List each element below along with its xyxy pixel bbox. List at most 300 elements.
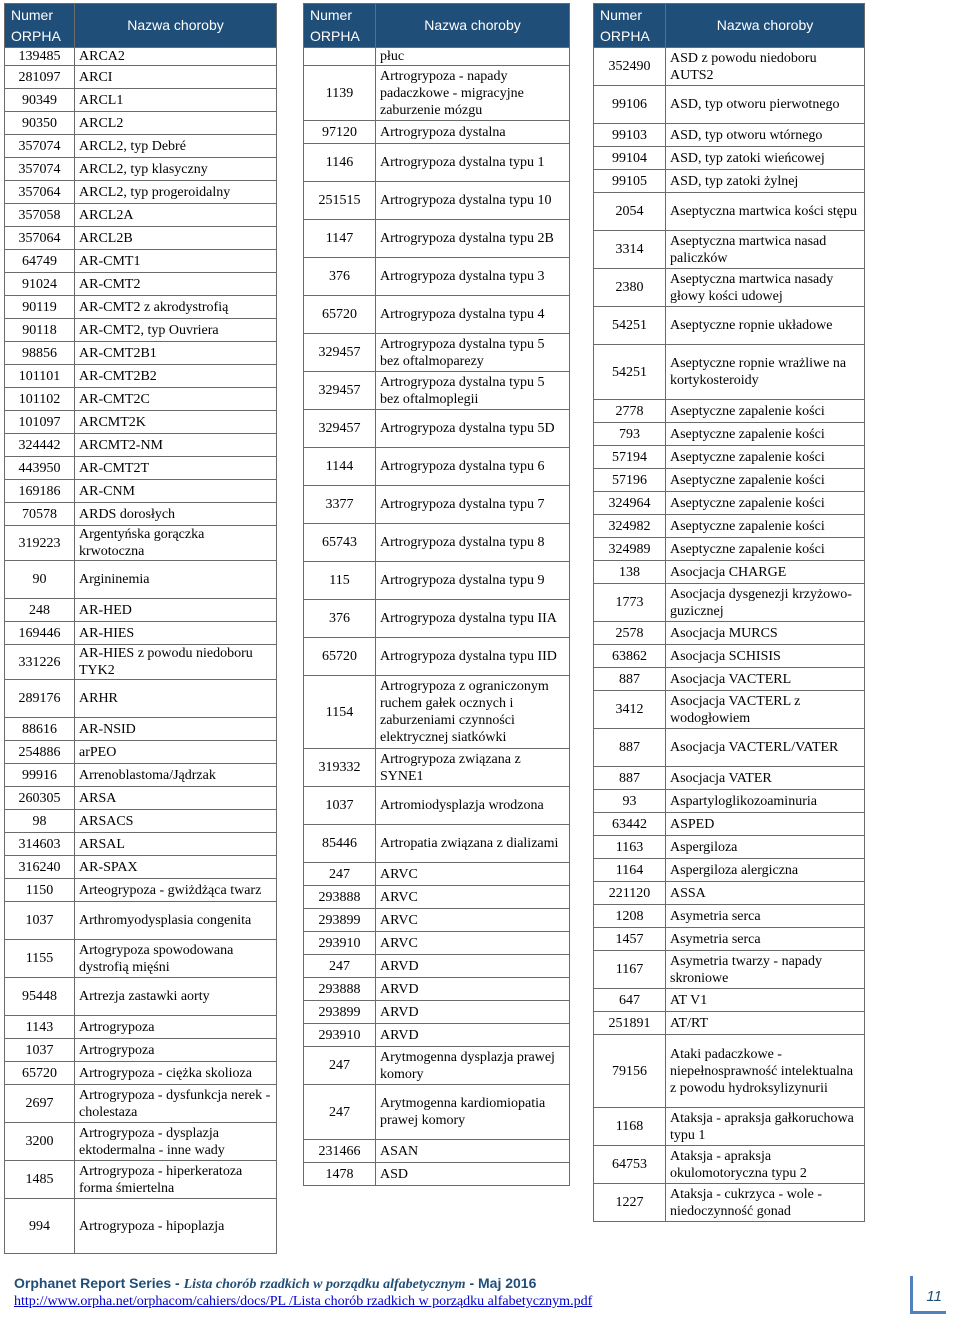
orpha-number: 1773 xyxy=(594,584,666,622)
table-row xyxy=(304,524,570,562)
disease-name: Asocjacja VACTERL/VATER xyxy=(666,729,865,767)
orpha-number: 293910 xyxy=(304,1024,376,1047)
disease-name: Artrogrypoza dystalna typu IID xyxy=(376,638,570,676)
disease-name: Artrogrypoza dystalna typu 2B xyxy=(376,220,570,258)
orpha-number: 251891 xyxy=(594,1012,666,1035)
disease-name: ARSACS xyxy=(75,810,277,833)
disease-name: ASD, typ zatoki wieńcowej xyxy=(666,147,865,170)
orpha-number: 329457 xyxy=(304,334,376,372)
disease-name: Artrogrypoza dystalna xyxy=(376,121,570,144)
orpha-number: 293910 xyxy=(304,932,376,955)
disease-name: Aseptyczne zapalenie kości xyxy=(666,446,865,469)
orpha-number: 293899 xyxy=(304,909,376,932)
disease-name: Artrogrypoza - napady padaczkowe - migracyjne zaburzenie mózgu xyxy=(376,66,570,121)
orpha-number: 289176 xyxy=(5,680,75,718)
disease-name: ARCL2, typ progeroidalny xyxy=(75,181,277,204)
orpha-number: 376 xyxy=(304,600,376,638)
table-row xyxy=(5,66,277,89)
table-row xyxy=(594,1146,865,1184)
orpha-number: 1155 xyxy=(5,940,75,978)
disease-name: AR-HIES z powodu niedoboru TYK2 xyxy=(75,645,277,680)
disease-name: Aseptyczne zapalenie kości xyxy=(666,423,865,446)
disease-name: Artromiodysplazja wrodzona xyxy=(376,787,570,825)
disease-name: Aseptyczna martwica nasady głowy kości udowej xyxy=(666,269,865,307)
disease-name: ARVD xyxy=(376,1001,570,1024)
table-row xyxy=(5,388,277,411)
table-row xyxy=(5,181,277,204)
orpha-number: 63862 xyxy=(594,645,666,668)
orpha-number: 169446 xyxy=(5,622,75,645)
orpha-number: 3314 xyxy=(594,231,666,269)
table-row xyxy=(5,89,277,112)
orpha-number: 357074 xyxy=(5,135,75,158)
orpha-number: 887 xyxy=(594,767,666,790)
table-row xyxy=(594,790,865,813)
disease-name: ARCL2, typ klasyczny xyxy=(75,158,277,181)
table-row xyxy=(5,250,277,273)
disease-name: Aseptyczna martwica nasad paliczków xyxy=(666,231,865,269)
table-row xyxy=(304,410,570,448)
orpha-number: 260305 xyxy=(5,787,75,810)
disease-name: płuc xyxy=(376,48,570,66)
disease-name: Arytmogenna dysplazja prawej komory xyxy=(376,1047,570,1085)
disease-name: Artrogrypoza - dysplazja ektodermalna - inne wady xyxy=(75,1123,277,1161)
disease-name: Asocjacja VACTERL z wodogłowiem xyxy=(666,691,865,729)
disease-name: Arthromyodysplasia congenita xyxy=(75,902,277,940)
disease-name: arPEO xyxy=(75,741,277,764)
disease-name: ARCL2B xyxy=(75,227,277,250)
disease-name: ARCL1 xyxy=(75,89,277,112)
table-row xyxy=(304,1024,570,1047)
table-row xyxy=(594,492,865,515)
table-row xyxy=(304,600,570,638)
table-row xyxy=(5,810,277,833)
table-row xyxy=(594,561,865,584)
orpha-number: 64749 xyxy=(5,250,75,273)
table-row xyxy=(594,951,865,989)
orpha-number: 65720 xyxy=(5,1062,75,1085)
orpha-number: 247 xyxy=(304,955,376,978)
orpha-number: 97120 xyxy=(304,121,376,144)
disease-name: ARCL2 xyxy=(75,112,277,135)
disease-name: ARCMT2K xyxy=(75,411,277,434)
table-row xyxy=(5,273,277,296)
table-row xyxy=(594,729,865,767)
disease-name: Ataksja - apraksja okulomotoryczna typu 2 xyxy=(666,1146,865,1184)
disease-name: ARSA xyxy=(75,787,277,810)
table-row xyxy=(5,204,277,227)
disease-name: AR-SPAX xyxy=(75,856,277,879)
orpha-number: 254886 xyxy=(5,741,75,764)
disease-name: ARVC xyxy=(376,886,570,909)
orpha-number: 357064 xyxy=(5,227,75,250)
disease-name: Artrogrypoza dystalna typu 4 xyxy=(376,296,570,334)
table-row xyxy=(594,645,865,668)
orpha-number: 247 xyxy=(304,863,376,886)
table-row xyxy=(594,231,865,269)
disease-name: Asocjacja VATER xyxy=(666,767,865,790)
disease-name: ARCMT2-NM xyxy=(75,434,277,457)
table-row xyxy=(5,856,277,879)
table-row xyxy=(5,599,277,622)
disease-name: ASD xyxy=(376,1163,570,1186)
orpha-number: 65720 xyxy=(304,638,376,676)
table-row xyxy=(304,486,570,524)
disease-name: ASAN xyxy=(376,1140,570,1163)
table-row xyxy=(594,691,865,729)
orpha-number: 1144 xyxy=(304,448,376,486)
orpha-number: 3377 xyxy=(304,486,376,524)
table-row xyxy=(5,112,277,135)
orpha-number: 352490 xyxy=(594,48,666,86)
table-row xyxy=(304,955,570,978)
orpha-number: 99104 xyxy=(594,147,666,170)
disease-name: Aseptyczne zapalenie kości xyxy=(666,538,865,561)
table-row xyxy=(304,825,570,863)
table-row xyxy=(304,258,570,296)
disease-name: ASD z powodu niedoboru AUTS2 xyxy=(666,48,865,86)
orpha-number: 65720 xyxy=(304,296,376,334)
disease-name: ARHR xyxy=(75,680,277,718)
table-row xyxy=(304,1085,570,1140)
orpha-number: 329457 xyxy=(304,410,376,448)
disease-name: ARVC xyxy=(376,863,570,886)
table-row xyxy=(5,227,277,250)
disease-name: Aseptyczne zapalenie kości xyxy=(666,515,865,538)
table-row xyxy=(594,1012,865,1035)
table-row xyxy=(5,879,277,902)
disease-name: Artrogrypoza dystalna typu IIA xyxy=(376,600,570,638)
orpha-number: 319223 xyxy=(5,526,75,561)
disease-name: ASD, typ otworu pierwotnego xyxy=(666,86,865,124)
orpha-number: 79156 xyxy=(594,1035,666,1108)
disease-name: Ataki padaczkowe - niepełnosprawność intelektualna z powodu hydroksylizynurii xyxy=(666,1035,865,1108)
orpha-number: 314603 xyxy=(5,833,75,856)
disease-name: Artropatia związana z dializami xyxy=(376,825,570,863)
orpha-number: 887 xyxy=(594,668,666,691)
orpha-number: 2778 xyxy=(594,400,666,423)
disease-name: ARCL2A xyxy=(75,204,277,227)
table-row xyxy=(304,1001,570,1024)
disease-name: AR-CMT2B1 xyxy=(75,342,277,365)
disease-name: Artrogrypoza dystalna typu 10 xyxy=(376,182,570,220)
table-row xyxy=(5,1016,277,1039)
orpha-number: 98 xyxy=(5,810,75,833)
orpha-number: 101102 xyxy=(5,388,75,411)
table-row xyxy=(5,833,277,856)
table-row xyxy=(5,622,277,645)
table-row xyxy=(594,905,865,928)
orpha-number: 376 xyxy=(304,258,376,296)
disease-name: Ataksja - apraksja gałkoruchowa typu 1 xyxy=(666,1108,865,1146)
table-row xyxy=(594,86,865,124)
table-row xyxy=(5,1039,277,1062)
table-row xyxy=(5,342,277,365)
disease-name: Aseptyczne zapalenie kości xyxy=(666,492,865,515)
disease-name: ARSAL xyxy=(75,833,277,856)
orpha-number: 54251 xyxy=(594,307,666,345)
orpha-number: 324989 xyxy=(594,538,666,561)
orpha-number: 88616 xyxy=(5,718,75,741)
orpha-number: 1143 xyxy=(5,1016,75,1039)
orpha-number: 293888 xyxy=(304,978,376,1001)
table-row xyxy=(304,66,570,121)
table-row xyxy=(304,1047,570,1085)
orpha-number: 99916 xyxy=(5,764,75,787)
orpha-number: 169186 xyxy=(5,480,75,503)
footer-series-title: Orphanet Report Series - Lista chorób rzadkich w porządku alfabetycznym - Maj 2016 xyxy=(14,1275,537,1292)
disease-name: ARCA2 xyxy=(75,48,277,66)
disease-name: ASPED xyxy=(666,813,865,836)
orpha-number: 139485 xyxy=(5,48,75,66)
disease-name: Asocjacja dysgenezji krzyżowo-guzicznej xyxy=(666,584,865,622)
disease-table-col1 xyxy=(4,3,277,1254)
table-row xyxy=(594,193,865,231)
table-row xyxy=(5,764,277,787)
table-row xyxy=(304,886,570,909)
disease-name: ARVC xyxy=(376,909,570,932)
table-row xyxy=(5,787,277,810)
orpha-number: 115 xyxy=(304,562,376,600)
orpha-number: 93 xyxy=(594,790,666,813)
orpha-number: 316240 xyxy=(5,856,75,879)
disease-name: Artrogrypoza dystalna typu 9 xyxy=(376,562,570,600)
disease-name: Artrogrypoza dystalna typu 8 xyxy=(376,524,570,562)
disease-name: Artrogrypoza - hiperkeratoza forma śmiertelna xyxy=(75,1161,277,1199)
disease-name: ASD, typ zatoki żylnej xyxy=(666,170,865,193)
orpha-number: 221120 xyxy=(594,882,666,905)
table-row xyxy=(304,220,570,258)
disease-name: AR-HED xyxy=(75,599,277,622)
disease-name: Asocjacja MURCS xyxy=(666,622,865,645)
table-row xyxy=(304,296,570,334)
disease-name: Aseptyczna martwica kości stępu xyxy=(666,193,865,231)
disease-name: AR-CMT2B2 xyxy=(75,365,277,388)
orpha-number: 231466 xyxy=(304,1140,376,1163)
orpha-number: 99103 xyxy=(594,124,666,147)
disease-name: AR-CMT1 xyxy=(75,250,277,273)
table-row xyxy=(5,411,277,434)
disease-name: Asocjacja SCHISIS xyxy=(666,645,865,668)
table-row xyxy=(5,135,277,158)
orpha-number: 1147 xyxy=(304,220,376,258)
table-row xyxy=(5,680,277,718)
orpha-number: 64753 xyxy=(594,1146,666,1184)
disease-name: AR-CMT2 xyxy=(75,273,277,296)
table-row xyxy=(594,813,865,836)
disease-name: ARDS dorosłych xyxy=(75,503,277,526)
orpha-number: 1485 xyxy=(5,1161,75,1199)
orpha-number: 90350 xyxy=(5,112,75,135)
table-row xyxy=(594,584,865,622)
disease-name: Artrogrypoza dystalna typu 6 xyxy=(376,448,570,486)
table-row xyxy=(5,365,277,388)
table-row xyxy=(594,989,865,1012)
header-disease-name: Nazwa choroby xyxy=(666,4,865,48)
disease-name: Artrezja zastawki aorty xyxy=(75,978,277,1016)
orpha-number: 3412 xyxy=(594,691,666,729)
table-row xyxy=(304,909,570,932)
disease-name: ARCL2, typ Debré xyxy=(75,135,277,158)
orpha-number: 331226 xyxy=(5,645,75,680)
disease-name: Artogrypoza spowodowana dystrofią mięśni xyxy=(75,940,277,978)
orpha-number: 1154 xyxy=(304,676,376,749)
table-row xyxy=(5,561,277,599)
disease-name: ARVD xyxy=(376,955,570,978)
table-row xyxy=(5,503,277,526)
disease-name: Aspartyloglikozoaminuria xyxy=(666,790,865,813)
orpha-number: 99106 xyxy=(594,86,666,124)
table-row xyxy=(304,48,570,66)
disease-name: Argininemia xyxy=(75,561,277,599)
orpha-number: 1227 xyxy=(594,1184,666,1222)
orpha-number: 281097 xyxy=(5,66,75,89)
table-row xyxy=(304,562,570,600)
table-row xyxy=(594,124,865,147)
table-row xyxy=(304,1163,570,1186)
orpha-number: 1037 xyxy=(5,902,75,940)
disease-name: Aspergiloza xyxy=(666,836,865,859)
disease-name: Aseptyczne zapalenie kości xyxy=(666,469,865,492)
disease-name: Artrogrypoza dystalna typu 5 bez oftalmoplegii xyxy=(376,372,570,410)
disease-name: Artrogrypoza dystalna typu 5D xyxy=(376,410,570,448)
disease-name: Artrogrypoza xyxy=(75,1016,277,1039)
orpha-number: 70578 xyxy=(5,503,75,526)
table-row xyxy=(594,1035,865,1108)
orpha-number: 793 xyxy=(594,423,666,446)
header-disease-name: Nazwa choroby xyxy=(376,4,570,48)
orpha-number: 1164 xyxy=(594,859,666,882)
disease-name: AR-CNM xyxy=(75,480,277,503)
table-row xyxy=(304,1140,570,1163)
orpha-number: 324964 xyxy=(594,492,666,515)
orpha-number: 90349 xyxy=(5,89,75,112)
disease-name: ASSA xyxy=(666,882,865,905)
orpha-number: 1037 xyxy=(304,787,376,825)
table-row xyxy=(5,48,277,66)
table-row xyxy=(5,718,277,741)
header-number: Numer ORPHA xyxy=(5,4,75,48)
header-disease-name: Nazwa choroby xyxy=(75,4,277,48)
orpha-number: 54251 xyxy=(594,345,666,400)
orpha-number: 2578 xyxy=(594,622,666,645)
orpha-number: 138 xyxy=(594,561,666,584)
orpha-number: 3200 xyxy=(5,1123,75,1161)
orpha-number: 887 xyxy=(594,729,666,767)
orpha-number: 329457 xyxy=(304,372,376,410)
disease-name: Arytmogenna kardiomiopatia prawej komory xyxy=(376,1085,570,1140)
table-row xyxy=(304,144,570,182)
disease-name: AR-CMT2C xyxy=(75,388,277,411)
orpha-number: 1037 xyxy=(5,1039,75,1062)
orpha-number: 1163 xyxy=(594,836,666,859)
orpha-number: 994 xyxy=(5,1199,75,1254)
orpha-number: 324442 xyxy=(5,434,75,457)
orpha-number: 443950 xyxy=(5,457,75,480)
disease-name: Aseptyczne zapalenie kości xyxy=(666,400,865,423)
orpha-number: 1478 xyxy=(304,1163,376,1186)
table-row xyxy=(594,269,865,307)
orpha-number: 357074 xyxy=(5,158,75,181)
table-row xyxy=(5,319,277,342)
orpha-number: 90119 xyxy=(5,296,75,319)
orpha-number: 1146 xyxy=(304,144,376,182)
orpha-number: 357064 xyxy=(5,181,75,204)
table-row xyxy=(304,978,570,1001)
orpha-number: 1150 xyxy=(5,879,75,902)
table-row xyxy=(5,1199,277,1254)
orpha-number: 63442 xyxy=(594,813,666,836)
disease-name: AR-CMT2 z akrodystrofią xyxy=(75,296,277,319)
table-row xyxy=(304,787,570,825)
table-row xyxy=(5,1085,277,1123)
orpha-number: 90 xyxy=(5,561,75,599)
table-row xyxy=(304,638,570,676)
orpha-number xyxy=(304,48,376,66)
table-row xyxy=(594,928,865,951)
disease-table-col2 xyxy=(303,3,570,1186)
orpha-number: 91024 xyxy=(5,273,75,296)
table-row xyxy=(594,147,865,170)
orpha-number: 248 xyxy=(5,599,75,622)
table-row xyxy=(5,940,277,978)
orpha-number: 2697 xyxy=(5,1085,75,1123)
disease-name: Artrogrypoza dystalna typu 7 xyxy=(376,486,570,524)
disease-name: Asymetria twarzy - napady skroniowe xyxy=(666,951,865,989)
disease-name: Aspergiloza alergiczna xyxy=(666,859,865,882)
orpha-number: 101101 xyxy=(5,365,75,388)
table-row xyxy=(304,182,570,220)
orpha-number: 85446 xyxy=(304,825,376,863)
table-row xyxy=(594,345,865,400)
table-row xyxy=(304,334,570,372)
orpha-number: 57194 xyxy=(594,446,666,469)
orpha-number: 1208 xyxy=(594,905,666,928)
disease-name: Arrenoblastoma/Jądrzak xyxy=(75,764,277,787)
orpha-number: 2380 xyxy=(594,269,666,307)
header-number: Numer ORPHA xyxy=(304,4,376,48)
disease-name: Asymetria serca xyxy=(666,928,865,951)
disease-name: AR-CMT2, typ Ouvriera xyxy=(75,319,277,342)
orpha-number: 90118 xyxy=(5,319,75,342)
disease-name: Ataksja - cukrzyca - wole - niedoczynność gonad xyxy=(666,1184,865,1222)
table-row xyxy=(304,448,570,486)
disease-name: Aseptyczne ropnie wrażliwe na kortykosteroidy xyxy=(666,345,865,400)
disease-name: Arteogrypoza - gwiżdżąca twarz xyxy=(75,879,277,902)
table-row xyxy=(594,668,865,691)
table-row xyxy=(5,1161,277,1199)
table-row xyxy=(594,469,865,492)
table-row xyxy=(304,932,570,955)
table-row xyxy=(5,480,277,503)
table-row xyxy=(594,882,865,905)
disease-name: Artrogrypoza dystalna typu 5 bez oftalmoparezy xyxy=(376,334,570,372)
orpha-number: 101097 xyxy=(5,411,75,434)
footer-link[interactable]: http://www.orpha.net/orphacom/cahiers/docs/PL /Lista chorób rzadkich w porządku alfabetycznym.pdf xyxy=(14,1294,593,1309)
orpha-number: 95448 xyxy=(5,978,75,1016)
table-row xyxy=(594,48,865,86)
table-row xyxy=(5,741,277,764)
table-row xyxy=(5,434,277,457)
table-row xyxy=(594,1108,865,1146)
orpha-number: 293888 xyxy=(304,886,376,909)
disease-name: ASD, typ otworu wtórnego xyxy=(666,124,865,147)
orpha-number: 98856 xyxy=(5,342,75,365)
table-row xyxy=(594,859,865,882)
orpha-number: 1168 xyxy=(594,1108,666,1146)
disease-name: ARVC xyxy=(376,932,570,955)
table-row xyxy=(594,836,865,859)
